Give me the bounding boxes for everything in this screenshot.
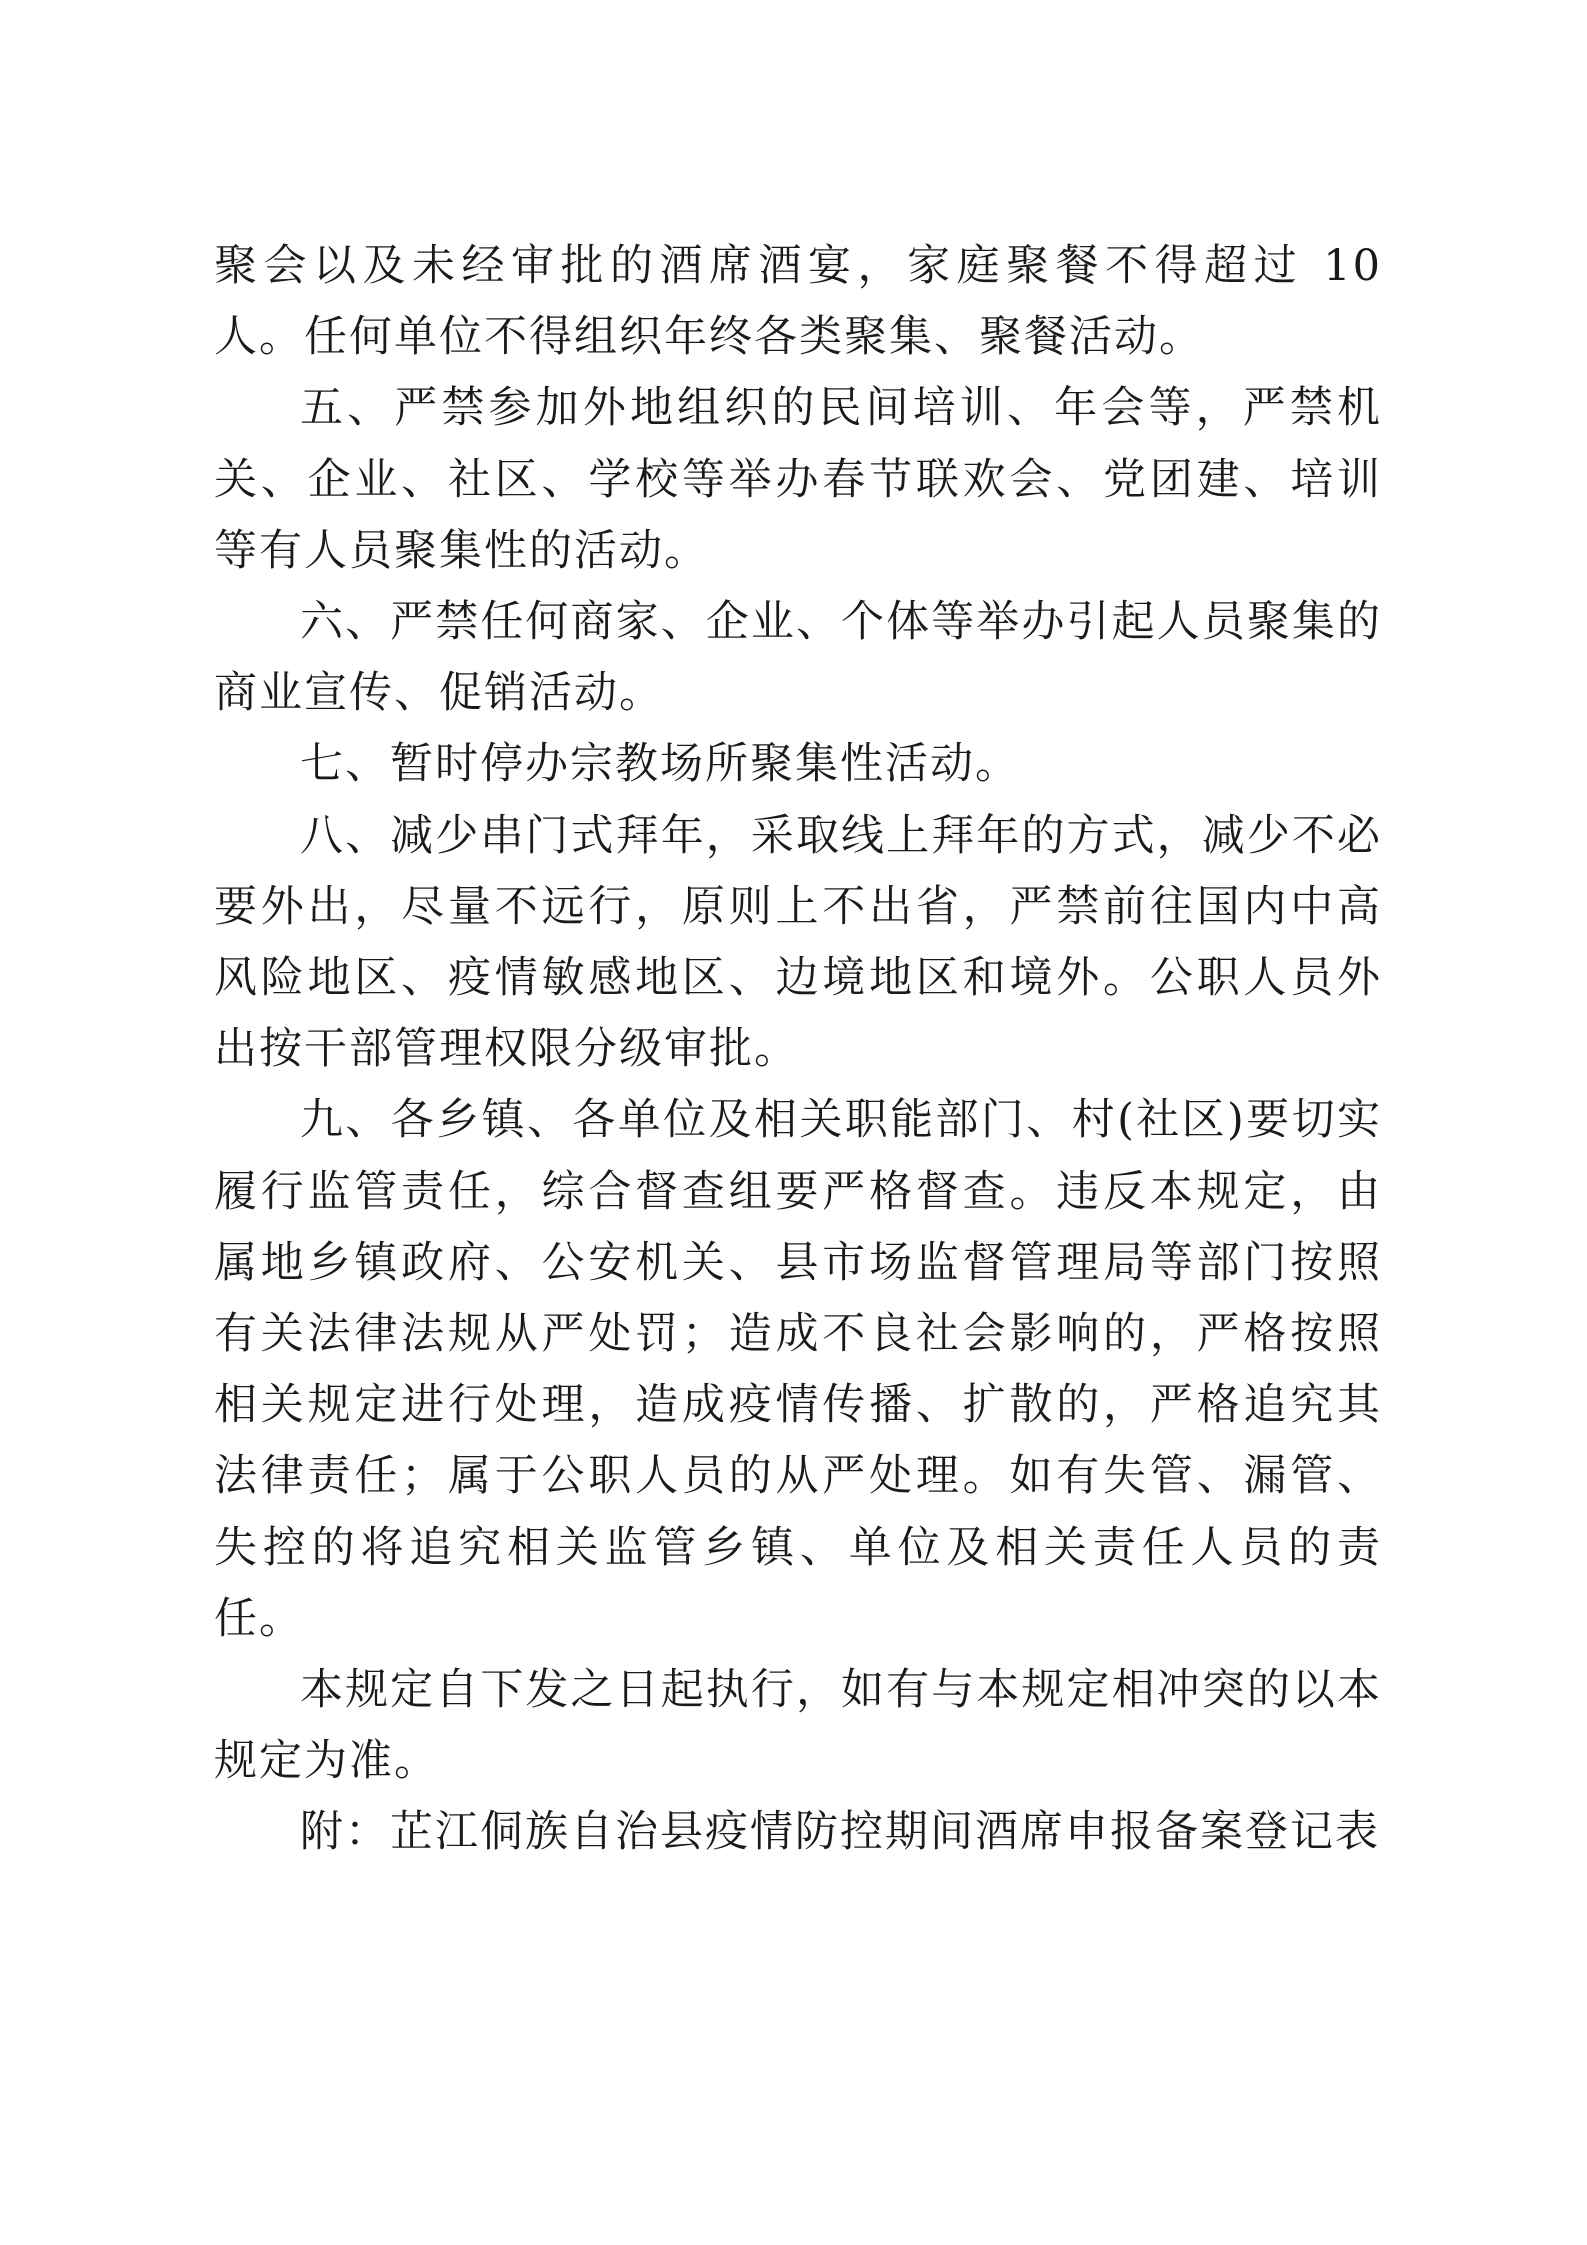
paragraph-continuation: 聚会以及未经审批的酒席酒宴，家庭聚餐不得超过 10 人。任何单位不得组织年终各类聚集、聚餐活动。: [214, 241, 1382, 363]
paragraph-item-8: 八、减少串门式拜年，采取线上拜年的方式，减少不必要外出，尽量不远行，原则上不出省，严禁前往国内中高风险地区、疫情敏感地区、边境地区和境外。公职人员外出按干部管理权限分级审批。: [214, 810, 1382, 1075]
paragraph-attachment: 附：芷江侗族自治县疫情防控期间酒席申报备案登记表: [300, 1807, 1380, 1858]
paragraph-item-9: 九、各乡镇、各单位及相关职能部门、村(社区)要切实履行监管责任，综合督查组要严格督查。违反本规定，由属地乡镇政府、公安机关、县市场监督管理局等部门按照有关法律法规从严处罚；造成不良社会影响的，严格按照相关规定进行处理，造成疫情传播、扩散的，严格追究其法律责任；属于公职人员的从严处理。如有失管、漏管、失控的将追究相关监管乡镇、单位及相关责任人员的责任。: [214, 1095, 1382, 1644]
document-body: [214, 231, 1382, 1869]
paragraph-item-7: 七、暂时停办宗教场所聚集性活动。: [300, 739, 1020, 790]
paragraph-item-5: 五、严禁参加外地组织的民间培训、年会等，严禁机关、企业、社区、学校等举办春节联欢会、党团建、培训等有人员聚集性的活动。: [214, 383, 1382, 576]
paragraph-effective-date: 本规定自下发之日起执行，如有与本规定相冲突的以本规定为准。: [214, 1665, 1382, 1787]
paragraph-item-6: 六、严禁任何商家、企业、个体等举办引起人员聚集的商业宣传、促销活动。: [214, 597, 1382, 719]
